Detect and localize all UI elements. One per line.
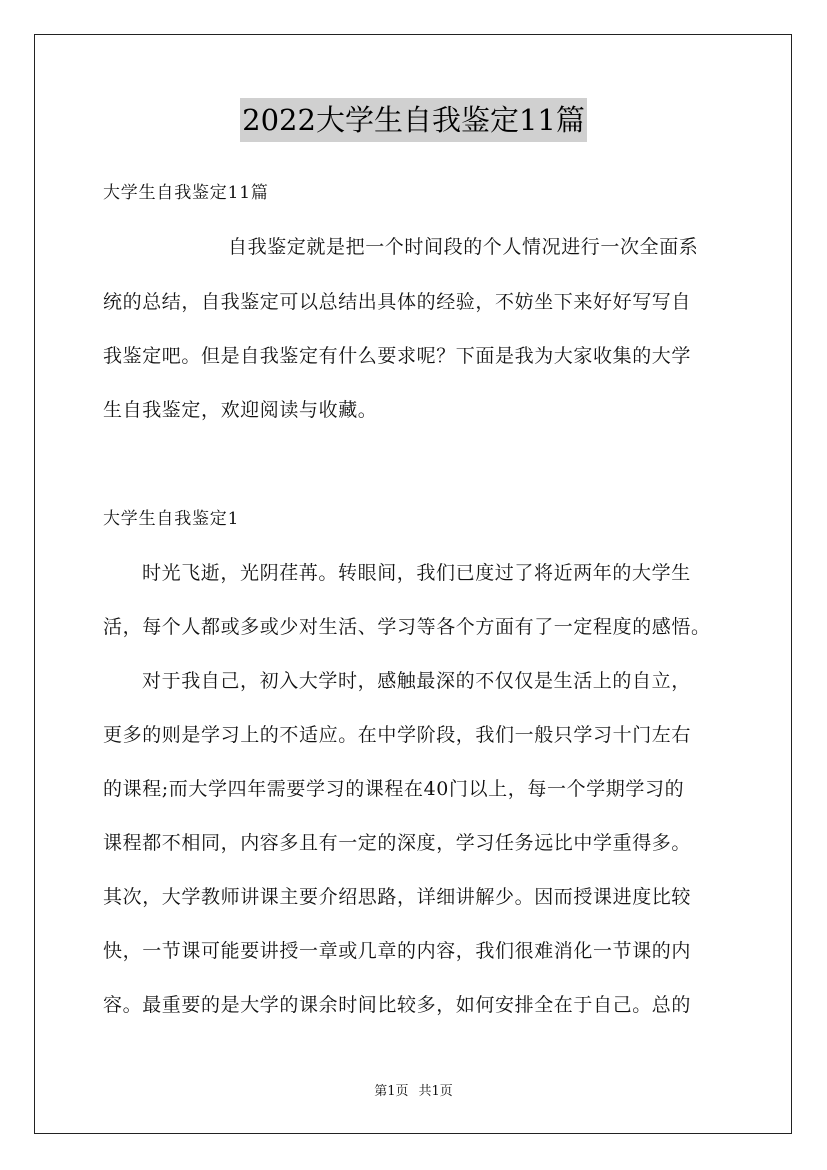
paragraph-1-line-2: 活，每个人都或多或少对生活、学习等各个方面有了一定程度的感悟。 [103,616,711,638]
intro-line-4: 生自我鉴定，欢迎阅读与收藏。 [103,399,378,421]
section-heading: 大学生自我鉴定1 [103,509,240,529]
paragraph-2-line-4: 课程都不相同，内容多且有一定的深度，学习任务远比中学重得多。 [103,832,692,854]
paragraph-2-line-7: 容。最重要的是大学的课余时间比较多，如何安排全在于自己。总的 [103,994,692,1016]
page-number: 第1页 [374,1084,409,1099]
intro-line-2: 统的总结，自我鉴定可以总结出具体的经验，不妨坐下来好好写写自 [103,291,692,313]
paragraph-2-line-6: 快，一节课可能要讲授一章或几章的内容，我们很难消化一节课的内 [103,940,692,962]
intro-line-3: 我鉴定吧。但是自我鉴定有什么要求呢？下面是我为大家收集的大学 [103,345,692,367]
paragraph-1-line-1: 时光飞逝，光阴荏苒。转眼间，我们已度过了将近两年的大学生 [142,562,691,584]
document-title: 2022大学生自我鉴定11篇 [240,98,587,142]
page-footer [0,1083,827,1101]
title-container [0,98,827,142]
paragraph-2-line-3: 的课程;而大学四年需要学习的课程在40门以上，每一个学期学习的 [103,778,685,800]
paragraph-2-line-1: 对于我自己，初入大学时，感触最深的不仅仅是生活上的自立， [142,670,691,692]
paragraph-2-line-2: 更多的则是学习上的不适应。在中学阶段，我们一般只学习十门左右 [103,724,692,746]
paragraph-2-line-5: 其次，大学教师讲课主要介绍思路，详细讲解少。因而授课进度比较 [103,886,692,908]
document-subtitle: 大学生自我鉴定11篇 [103,183,269,203]
intro-line-1: 自我鉴定就是把一个时间段的个人情况进行一次全面系 [228,236,699,258]
page-total: 共1页 [418,1084,453,1099]
